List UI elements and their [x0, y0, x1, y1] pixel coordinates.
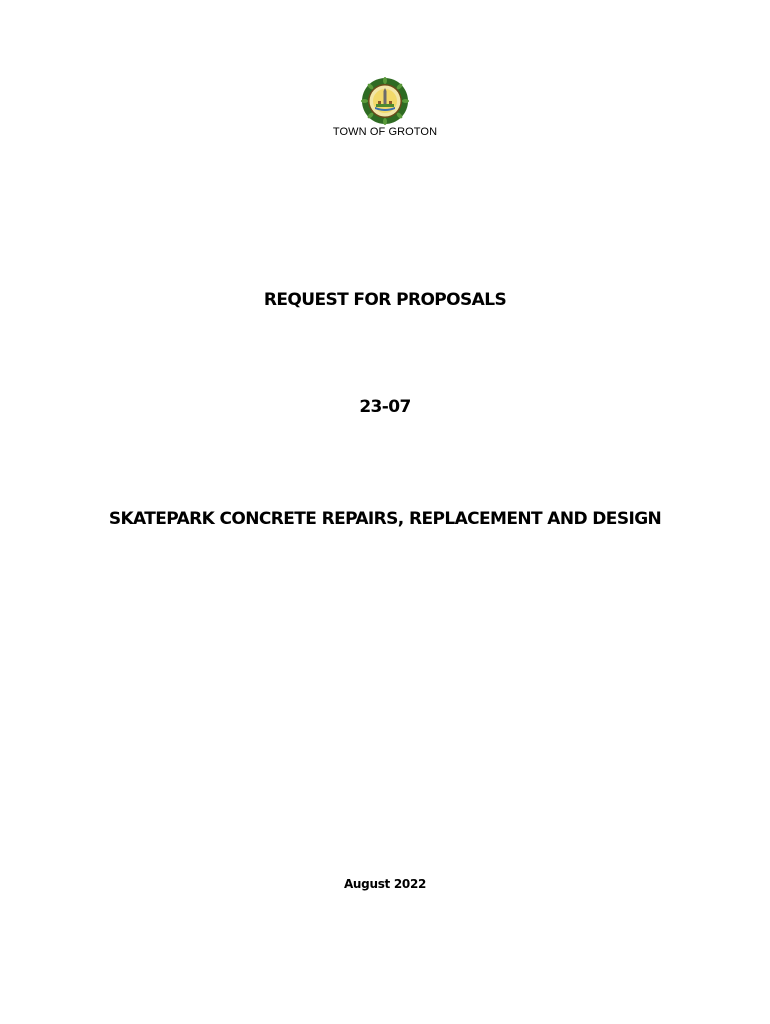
town-seal-icon: [361, 77, 409, 125]
town-name: TOWN OF GROTON: [332, 126, 438, 138]
rfp-number: 23-07: [359, 397, 411, 417]
issue-date: August 2022: [343, 877, 427, 891]
document-title: REQUEST FOR PROPOSALS: [263, 290, 507, 310]
project-title: SKATEPARK CONCRETE REPAIRS, REPLACEMENT AND DESIGN: [108, 509, 662, 529]
